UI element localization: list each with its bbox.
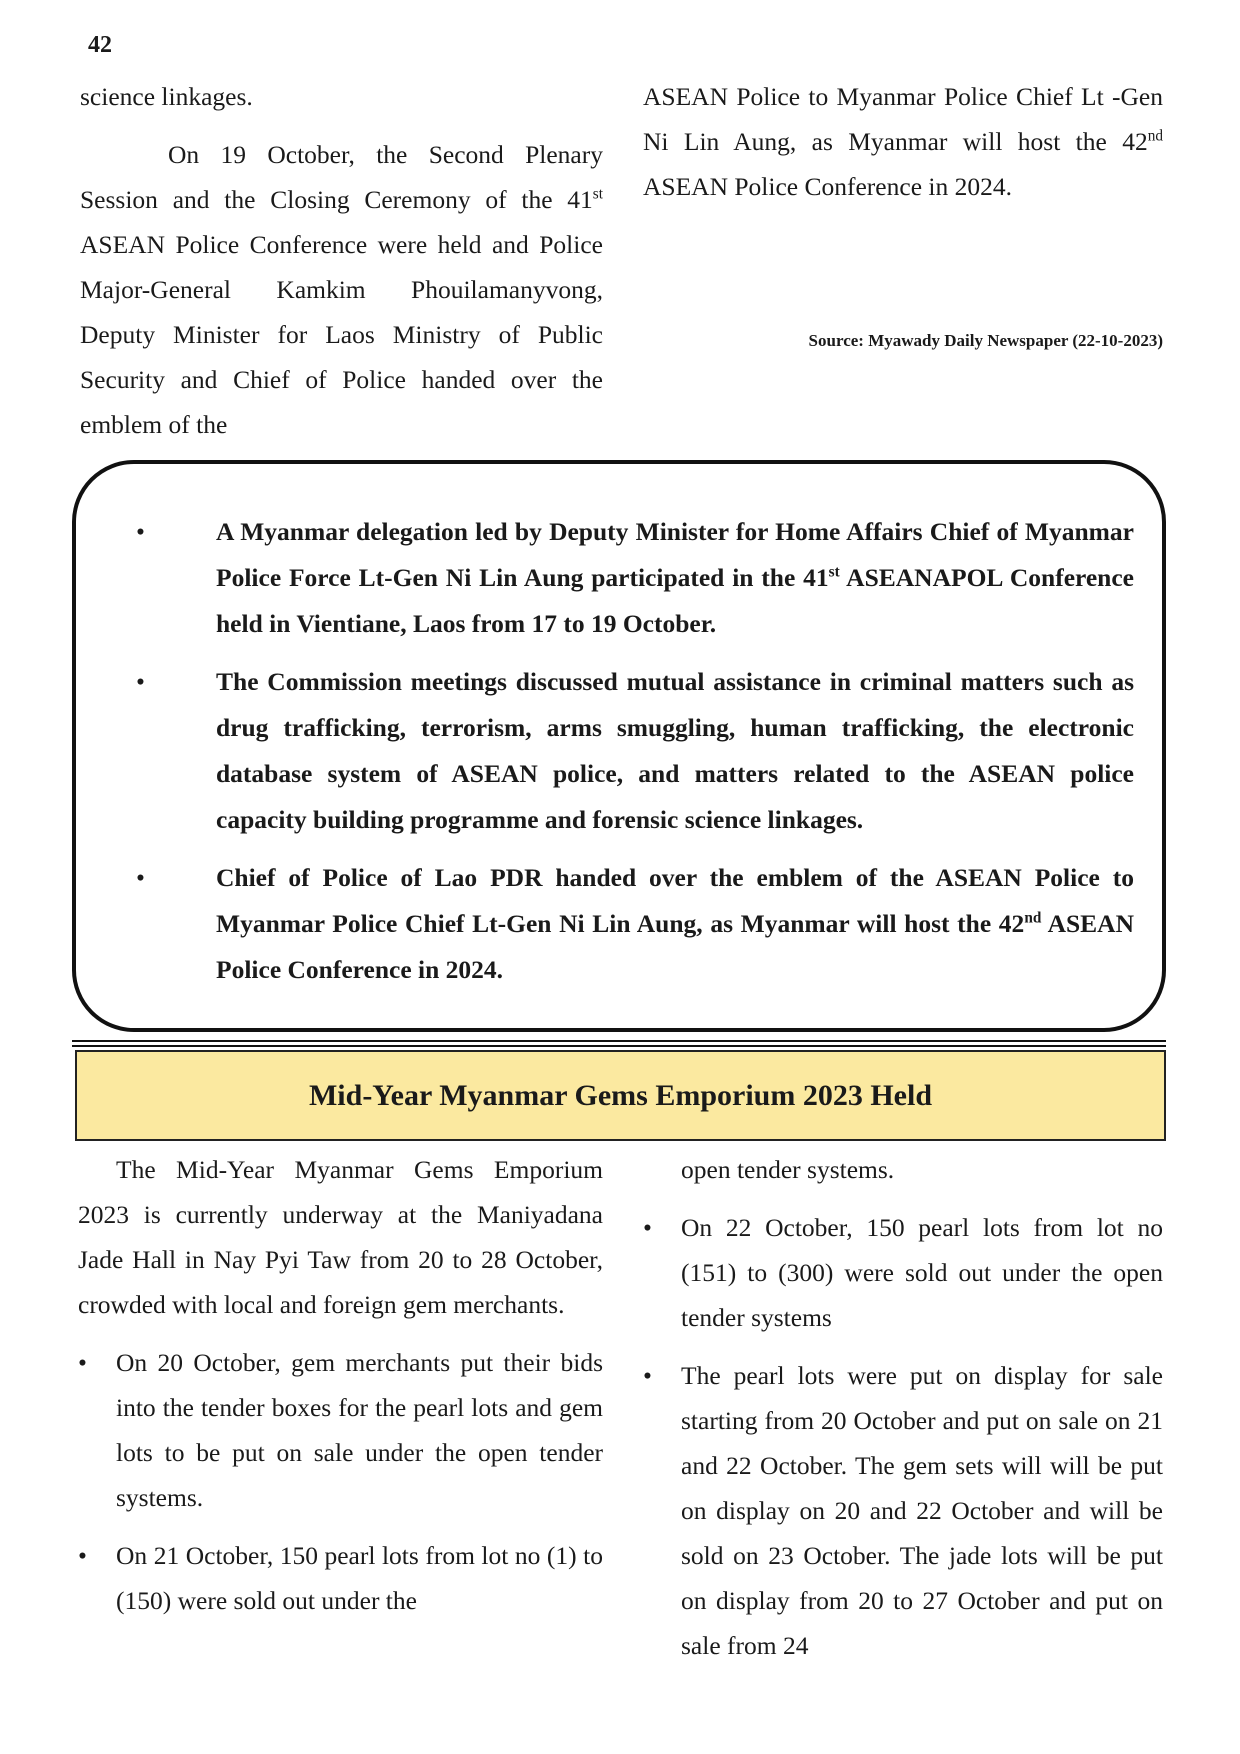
- left-column-top: [80, 74, 603, 447]
- paragraph: On 19 October, the Second Plenary Session and the Closing Ceremony of the 41st ASEAN Police Conference were held and Police Major-General Kamkim Phouilamanyvong, Deputy Minister for Laos Ministry of Public Security and Chief of Police handed over the emblem of the: [80, 140, 603, 439]
- right-column-top: [643, 74, 1163, 209]
- left-column-bottom: [78, 1147, 603, 1623]
- bullet-item: • On 22 October, 150 pearl lots from lot no (151) to (300) were sold out under the open tender systems: [643, 1205, 1163, 1340]
- paragraph: The Mid-Year Myanmar Gems Emporium 2023 is currently underway at the Maniyadana Jade Hall in Nay Pyi Taw from 20 to 28 October, crowded with local and foreign gem merchants.: [78, 1155, 603, 1319]
- right-column-bottom: [643, 1147, 1163, 1668]
- bullet-icon: •: [136, 517, 145, 546]
- paragraph: ASEAN Police to Myanmar Police Chief Lt -Gen Ni Lin Aung, as Myanmar will host the 42nd ASEAN Police Conference in 2024.: [643, 82, 1163, 201]
- highlights-box: [72, 460, 1166, 1032]
- bullet-icon: •: [643, 1361, 652, 1390]
- paragraph: open tender systems.: [681, 1155, 895, 1184]
- bullet-icon: •: [78, 1348, 87, 1377]
- divider-rule: [72, 1045, 1166, 1047]
- bullet-item: • On 21 October, 150 pearl lots from lot no (1) to (150) were sold out under the: [78, 1533, 603, 1623]
- paragraph: science linkages.: [80, 82, 253, 111]
- bullet-item: • On 20 October, gem merchants put their bids into the tender boxes for the pearl lots and gem lots to be put on sale under the open tender systems.: [78, 1340, 603, 1520]
- divider-rule: [72, 1040, 1166, 1042]
- article-title-banner: [75, 1050, 1166, 1141]
- highlights-list: [106, 509, 1134, 1005]
- bullet-icon: •: [643, 1213, 652, 1242]
- bullet-icon: •: [136, 863, 145, 892]
- highlight-item: • A Myanmar delegation led by Deputy Minister for Home Affairs Chief of Myanmar Police Force Lt-Gen Ni Lin Aung participated in the 41st ASEANAPOL Conference held in Vientiane, Laos from 17 to 19 October.: [106, 509, 1134, 647]
- page-number: 42: [88, 32, 112, 58]
- bullet-icon: •: [78, 1541, 87, 1570]
- highlight-item: • Chief of Police of Lao PDR handed over the emblem of the ASEAN Police to Myanmar Police Chief Lt-Gen Ni Lin Aung, as Myanmar will host the 42nd ASEAN Police Conference in 2024.: [106, 855, 1134, 993]
- article-title: Mid-Year Myanmar Gems Emporium 2023 Held: [308, 1078, 932, 1112]
- highlight-item: • The Commission meetings discussed mutual assistance in criminal matters such as drug trafficking, terrorism, arms smuggling, human trafficking, the electronic database system of ASEAN police, and matters related to the ASEAN police capacity building programme and forensic science linkages.: [106, 659, 1134, 843]
- source-citation: Source: Myawady Daily Newspaper (22-10-2023): [808, 331, 1163, 350]
- bullet-item: • The pearl lots were put on display for sale starting from 20 October and put on sale on 21 and 22 October. The gem sets will will be put on display on 20 and 22 October and will be sold on 23 October. The jade lots will be put on display from 20 to 27 October and put on sale from 24: [643, 1353, 1163, 1668]
- bullet-icon: •: [136, 667, 145, 696]
